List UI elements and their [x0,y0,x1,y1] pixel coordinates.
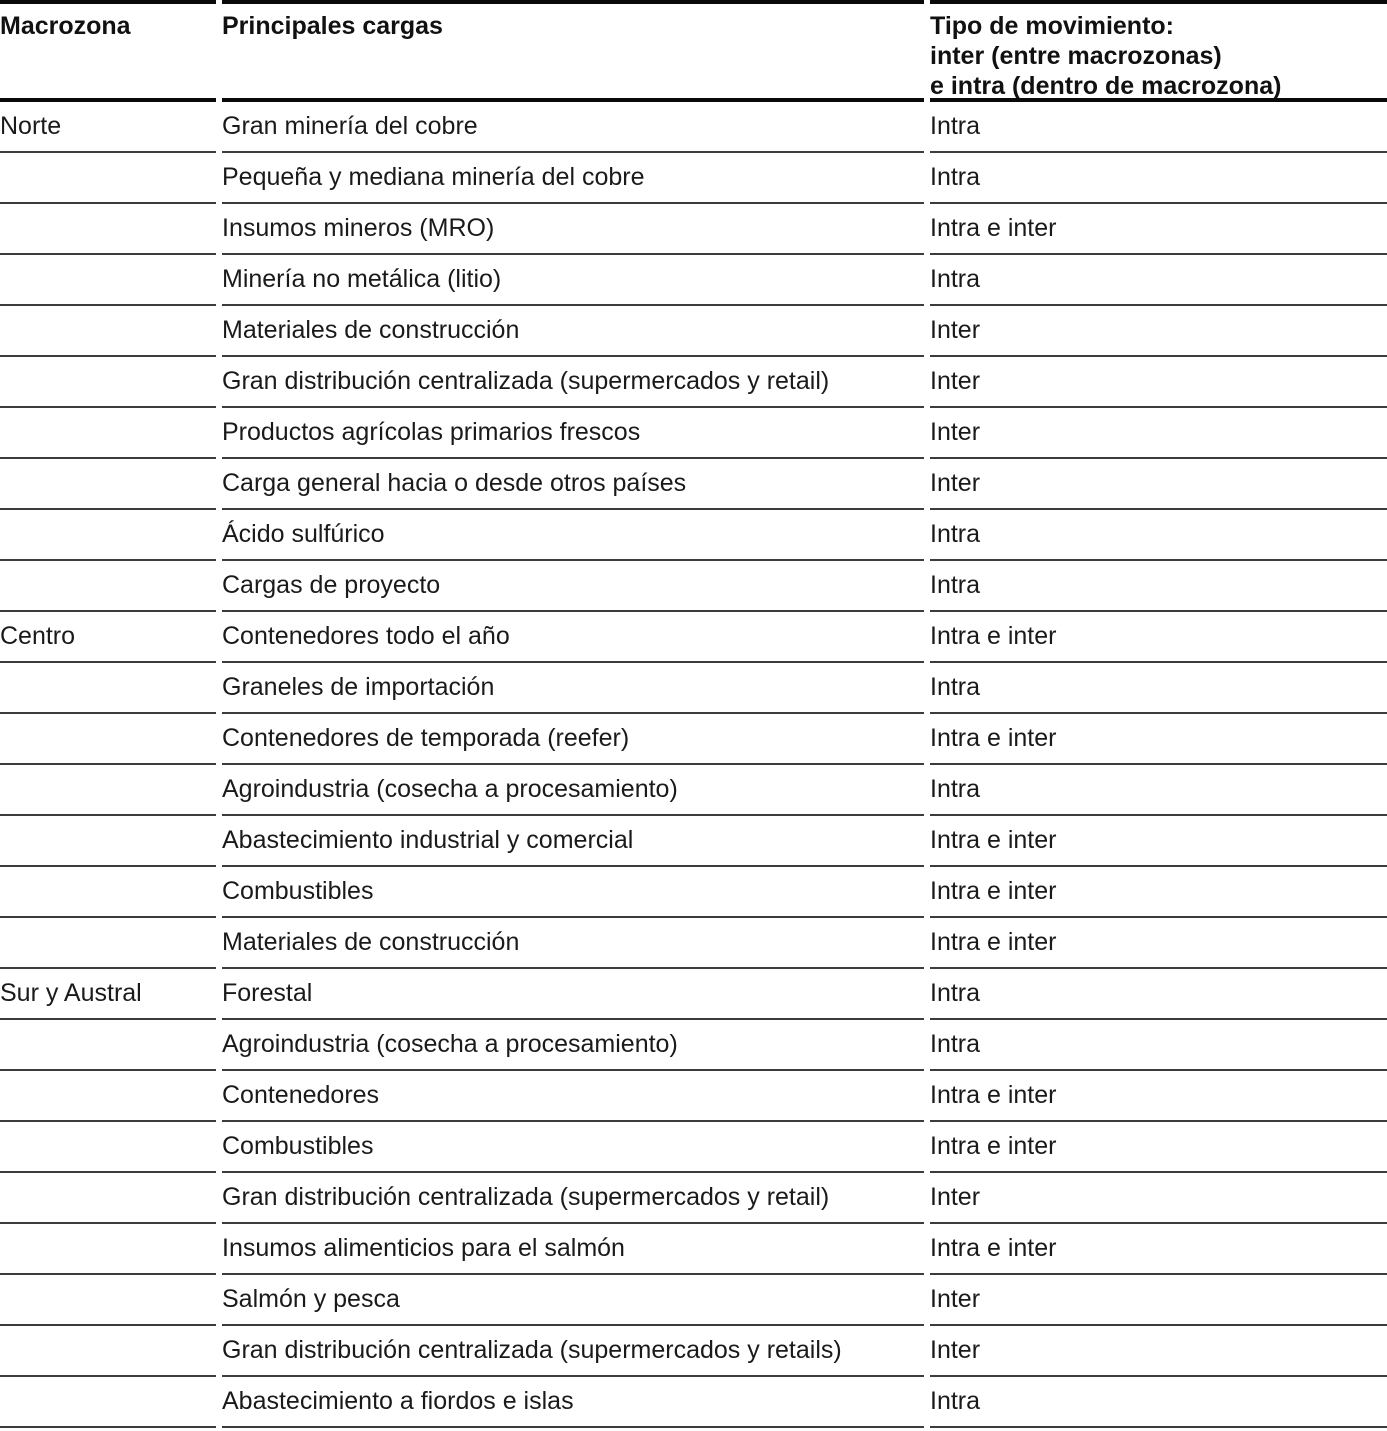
macrozona-cell [0,663,216,714]
carga-cell: Agroindustria (cosecha a procesamiento) [222,1020,924,1071]
tipo-cell: Inter [930,1326,1387,1377]
carga-cell: Contenedores todo el año [222,612,924,663]
carga-cell: Graneles de importación [222,663,924,714]
macrozona-cell [0,204,216,255]
carga-cell: Abastecimiento a fiordos e islas [222,1377,924,1428]
tipo-cell: Intra [930,510,1387,561]
macrozona-cell [0,255,216,306]
table-row [0,969,1387,1020]
carga-cell: Forestal [222,969,924,1020]
macrozona-cell [0,561,216,612]
table-row [0,1275,1387,1326]
tipo-cell: Intra [930,1020,1387,1071]
carga-cell: Cargas de proyecto [222,561,924,612]
macrozona-cell [0,1122,216,1173]
macrozona-cell [0,1377,216,1428]
table-row [0,816,1387,867]
table-row [0,612,1387,663]
table-row [0,459,1387,510]
table-row [0,204,1387,255]
carga-cell: Abastecimiento industrial y comercial [222,816,924,867]
tipo-cell: Intra e inter [930,612,1387,663]
macrozona-cell [0,1020,216,1071]
table-row [0,1173,1387,1224]
carga-cell: Combustibles [222,1122,924,1173]
macrozona-cell [0,816,216,867]
carga-cell: Gran distribución centralizada (supermercados y retail) [222,1173,924,1224]
tipo-header-line-3: e intra (dentro de macrozona) [930,72,1282,100]
table-row [0,867,1387,918]
carga-cell: Gran minería del cobre [222,102,924,153]
table-row [0,714,1387,765]
column-header-macrozona: Macrozona [0,0,216,102]
carga-cell: Combustibles [222,867,924,918]
column-header-tipo-movimiento [930,0,1387,102]
tipo-cell: Inter [930,408,1387,459]
table-row [0,918,1387,969]
carga-cell: Minería no metálica (litio) [222,255,924,306]
column-header-principales-cargas: Principales cargas [222,0,924,102]
macrozona-cell: Sur y Austral [0,969,216,1020]
table-row [0,357,1387,408]
table-row [0,408,1387,459]
carga-cell: Gran distribución centralizada (supermercados y retail) [222,357,924,408]
tipo-cell: Inter [930,306,1387,357]
tipo-cell: Intra e inter [930,816,1387,867]
macrozona-cell: Centro [0,612,216,663]
carga-cell: Carga general hacia o desde otros países [222,459,924,510]
carga-cell: Materiales de construcción [222,918,924,969]
macrozona-cell [0,408,216,459]
table-row [0,1122,1387,1173]
table-row [0,765,1387,816]
table-header-row [0,0,1387,102]
macrozona-cell [0,357,216,408]
table-row [0,255,1387,306]
carga-cell: Agroindustria (cosecha a procesamiento) [222,765,924,816]
carga-cell: Ácido sulfúrico [222,510,924,561]
table-row [0,153,1387,204]
carga-cell: Insumos alimenticios para el salmón [222,1224,924,1275]
table-row [0,1020,1387,1071]
tipo-cell: Inter [930,1275,1387,1326]
carga-cell: Contenedores [222,1071,924,1122]
macrozona-cell [0,1071,216,1122]
tipo-cell: Inter [930,459,1387,510]
table-body [0,102,1387,1428]
tipo-cell: Inter [930,1173,1387,1224]
carga-cell: Salmón y pesca [222,1275,924,1326]
table-row [0,561,1387,612]
carga-cell: Productos agrícolas primarios frescos [222,408,924,459]
macrozona-cell [0,1224,216,1275]
tipo-cell: Inter [930,357,1387,408]
tipo-cell: Intra e inter [930,1071,1387,1122]
tipo-cell: Intra e inter [930,1224,1387,1275]
carga-cell: Contenedores de temporada (reefer) [222,714,924,765]
macrozona-cell [0,765,216,816]
macrozona-cell [0,1275,216,1326]
table-row [0,663,1387,714]
carga-cell: Gran distribución centralizada (supermercados y retails) [222,1326,924,1377]
tipo-cell: Intra [930,1377,1387,1428]
macrozona-cell [0,1326,216,1377]
macrozona-cell [0,459,216,510]
tipo-cell: Intra [930,102,1387,153]
tipo-cell: Intra [930,765,1387,816]
carga-cell: Insumos mineros (MRO) [222,204,924,255]
tipo-cell: Intra [930,663,1387,714]
tipo-cell: Intra e inter [930,867,1387,918]
tipo-cell: Intra [930,969,1387,1020]
table-row [0,1326,1387,1377]
macrozona-cell [0,510,216,561]
tipo-cell: Intra e inter [930,918,1387,969]
macrozona-cell [0,153,216,204]
tipo-cell: Intra [930,255,1387,306]
tipo-cell: Intra e inter [930,714,1387,765]
tipo-header-line-2: inter (entre macrozonas) [930,42,1222,70]
table-row [0,102,1387,153]
macrozona-cell [0,867,216,918]
carga-cell: Materiales de construcción [222,306,924,357]
macrozona-cell [0,306,216,357]
tipo-cell: Intra [930,561,1387,612]
tipo-header-line-1: Tipo de movimiento: [930,12,1174,40]
table-row [0,1071,1387,1122]
table-row [0,1224,1387,1275]
tipo-cell: Intra e inter [930,204,1387,255]
carga-cell: Pequeña y mediana minería del cobre [222,153,924,204]
tipo-cell: Intra e inter [930,1122,1387,1173]
macrozona-cell [0,918,216,969]
table-row [0,306,1387,357]
macrozona-cell [0,1173,216,1224]
macrozona-cell [0,714,216,765]
tipo-cell: Intra [930,153,1387,204]
table-row [0,1377,1387,1428]
macrozona-cell: Norte [0,102,216,153]
table-row [0,510,1387,561]
